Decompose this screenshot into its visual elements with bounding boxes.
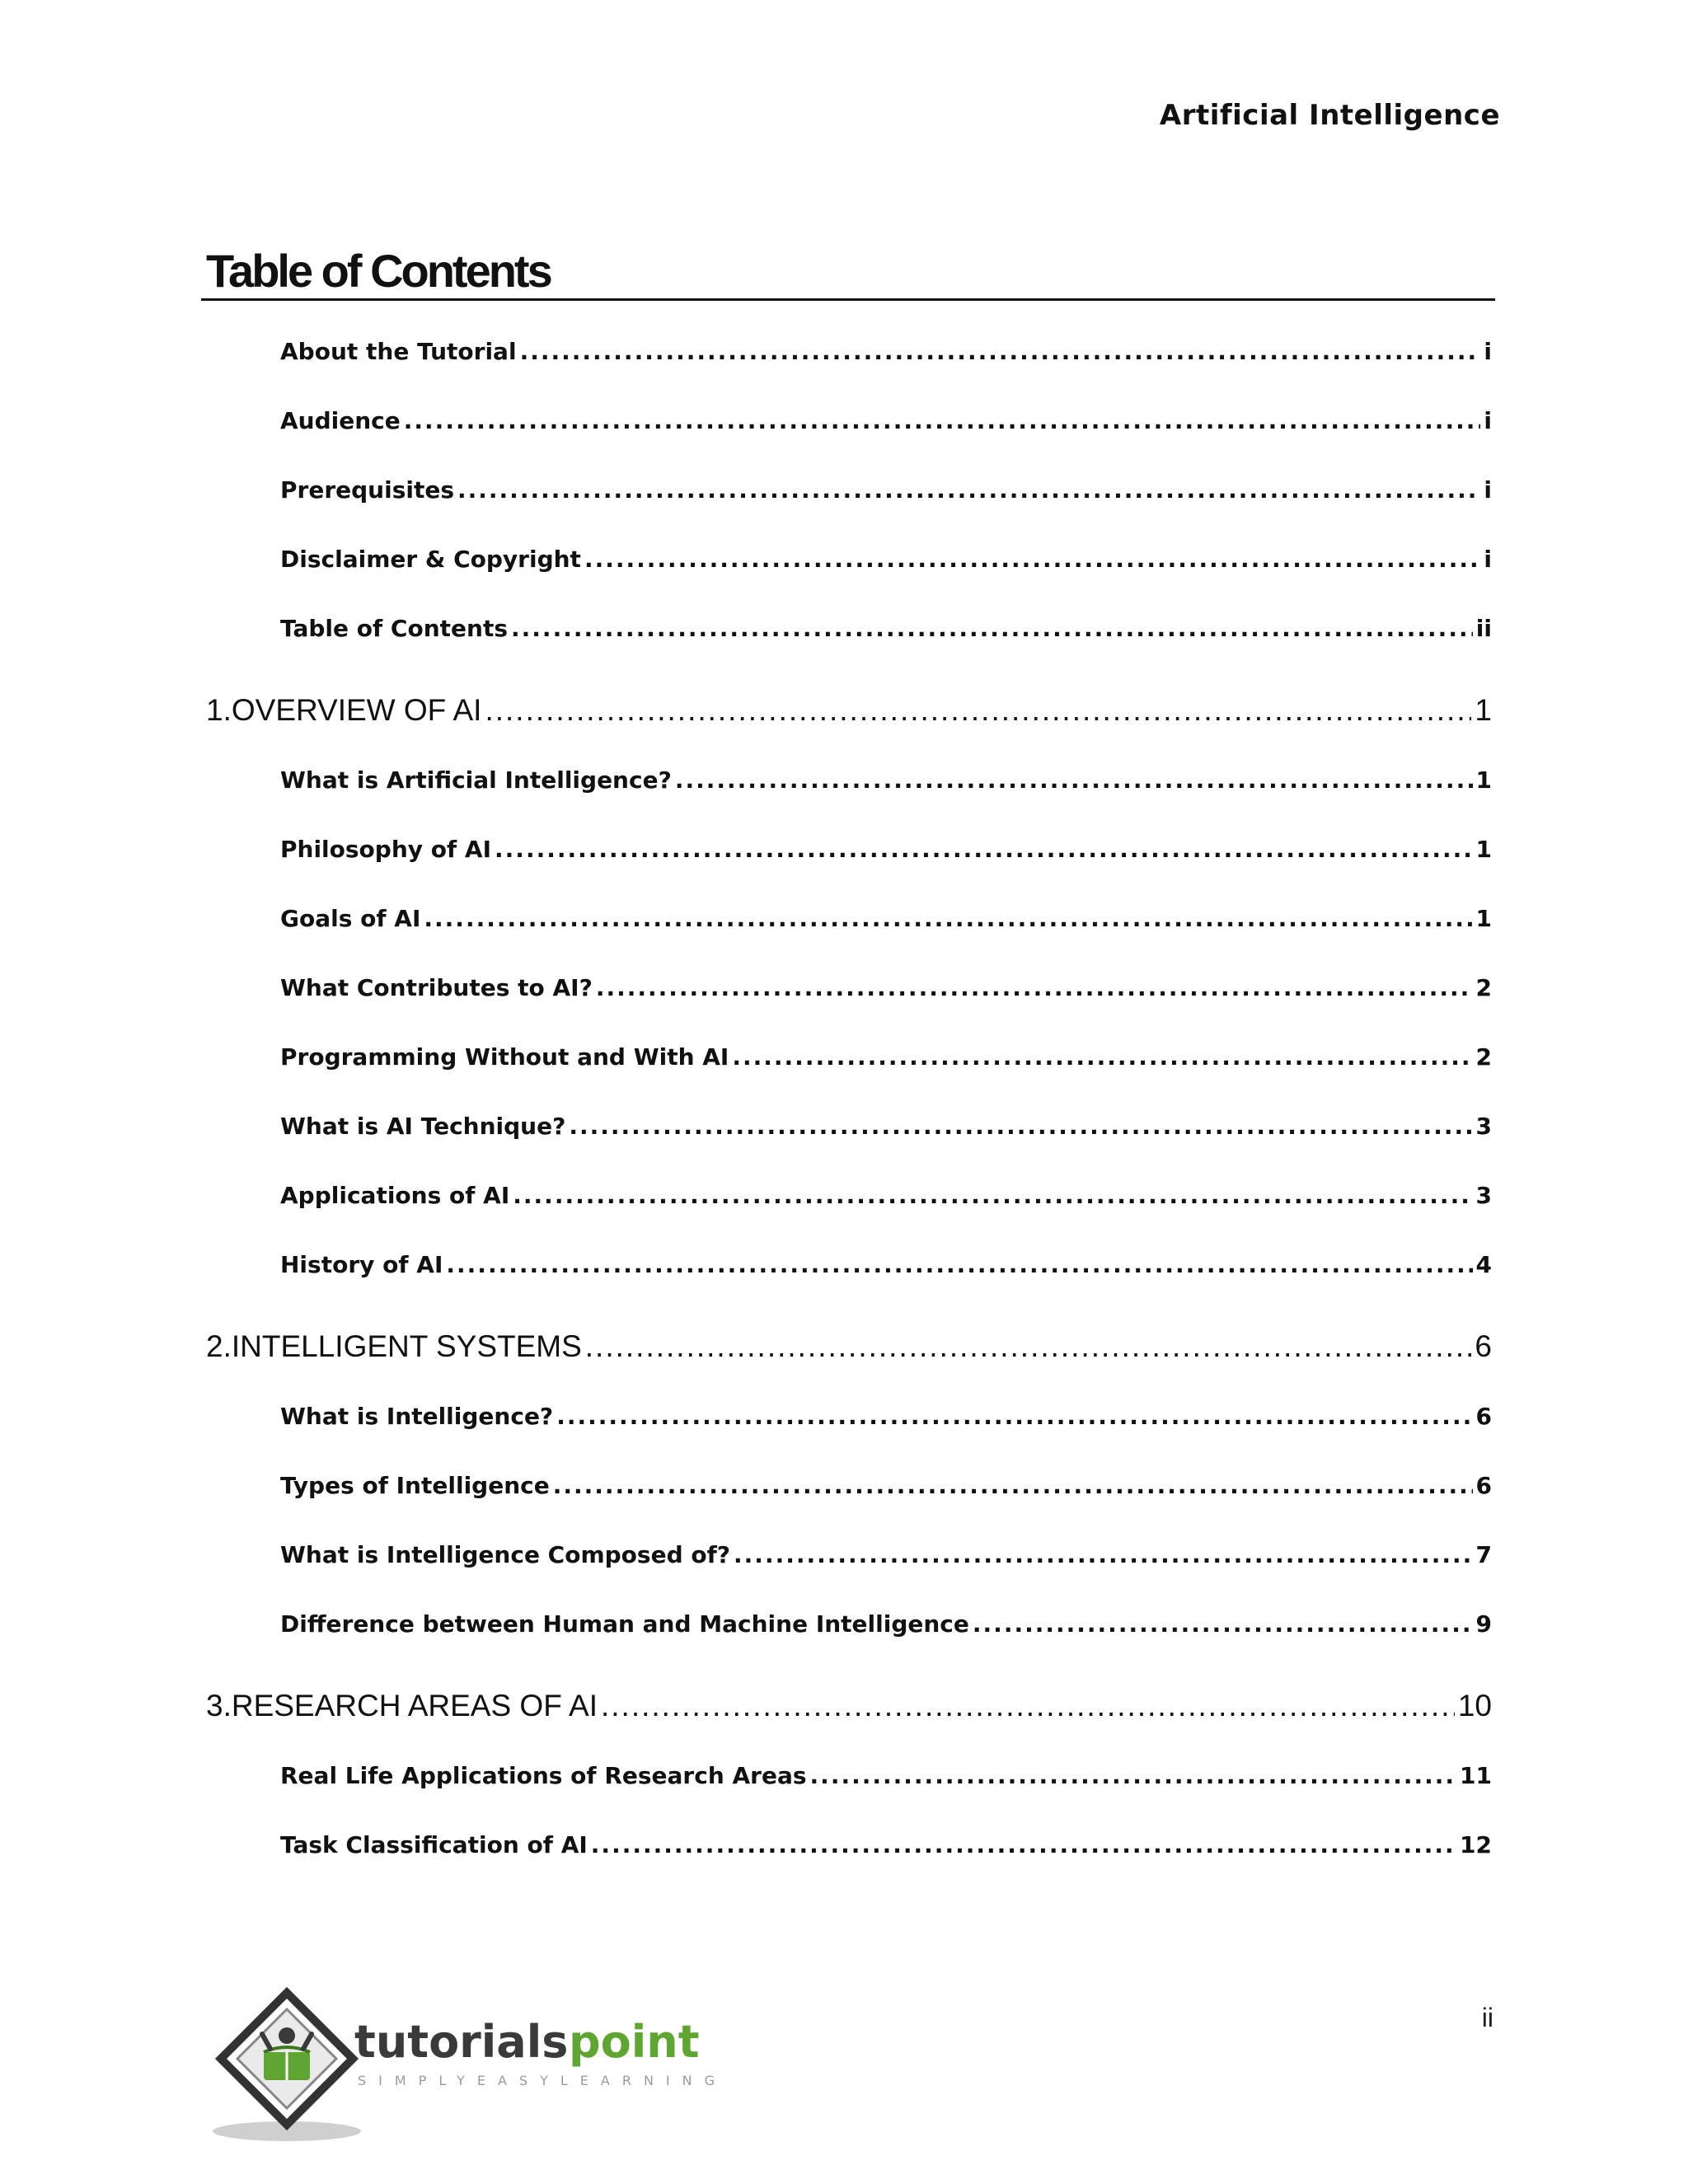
toc-entry-label: Difference between Human and Machine Intelligence	[280, 1610, 969, 1638]
chapter-label: OVERVIEW OF AI	[231, 693, 482, 727]
toc-entry-page: 2	[1475, 974, 1492, 1001]
title-rule	[201, 298, 1495, 301]
chapter-label: INTELLIGENT SYSTEMS	[231, 1329, 582, 1363]
logo-tagline: SIMPLYEASYLEARNING	[358, 2073, 728, 2088]
dot-leader	[596, 966, 1473, 1010]
toc-entry-page: 9	[1475, 1610, 1492, 1638]
toc-entry[interactable]	[280, 1394, 1492, 1464]
toc-chapter-3[interactable]	[206, 1681, 1492, 1754]
toc-entry-page: 3	[1475, 1113, 1492, 1140]
running-header: Artificial Intelligence	[1159, 99, 1500, 132]
toc-entry[interactable]	[280, 1464, 1492, 1533]
dot-leader	[553, 1464, 1473, 1508]
toc-entry-label: What is AI Technique?	[280, 1113, 566, 1140]
toc-entry-label: About the Tutorial	[280, 338, 517, 365]
chapter-page: 6	[1475, 1329, 1492, 1363]
toc-entry[interactable]	[280, 827, 1492, 897]
logo-wordmark-point: point	[569, 2016, 700, 2068]
toc-chapter-2[interactable]	[206, 1322, 1492, 1394]
toc-entry-label: Real Life Applications of Research Areas	[280, 1762, 807, 1789]
toc-entry[interactable]	[280, 1754, 1492, 1823]
dot-leader	[591, 1823, 1456, 1868]
toc-entry-label: History of AI	[280, 1251, 443, 1278]
dot-leader	[495, 827, 1472, 872]
dot-leader	[485, 686, 1471, 735]
page-number: ii	[1481, 2003, 1493, 2032]
toc-entry[interactable]	[280, 1104, 1492, 1174]
logo-wordmark-tutorials: tutorials	[354, 2016, 569, 2068]
chapter-page: 10	[1457, 1689, 1492, 1722]
dot-leader	[585, 1322, 1472, 1371]
dot-leader	[569, 1104, 1472, 1149]
dot-leader	[404, 399, 1481, 443]
tutorialspoint-logo	[213, 1985, 740, 2149]
toc-entry[interactable]	[280, 1602, 1492, 1671]
toc-entry-label: What is Artificial Intelligence?	[280, 766, 672, 794]
dot-leader	[675, 758, 1473, 803]
toc-entry-page: 6	[1475, 1472, 1492, 1499]
toc-chapter-1[interactable]	[206, 686, 1492, 758]
toc-entry[interactable]	[280, 1174, 1492, 1243]
toc-entry-page: i	[1484, 407, 1492, 434]
toc-entry[interactable]	[280, 1035, 1492, 1104]
dot-leader	[520, 330, 1481, 374]
toc-entry-page: i	[1484, 338, 1492, 365]
toc-entry-label: Disclaimer & Copyright	[280, 546, 581, 573]
toc-entry-label: Goals of AI	[280, 905, 421, 932]
toc-entry-label: Prerequisites	[280, 476, 454, 504]
toc-entry-label: Types of Intelligence	[280, 1472, 550, 1499]
page-title: Table of Contents	[206, 245, 551, 297]
toc-entry-label: Programming Without and With AI	[280, 1043, 729, 1071]
chapter-number: 2.	[206, 1329, 232, 1363]
chapter-page: 1	[1475, 693, 1492, 727]
toc-entry-label: Task Classification of AI	[280, 1831, 588, 1858]
toc-entry-label: Table of Contents	[280, 615, 509, 642]
toc-entry-page: 11	[1460, 1762, 1492, 1789]
dot-leader	[513, 1174, 1472, 1218]
dot-leader	[584, 537, 1480, 582]
dot-leader	[556, 1394, 1472, 1439]
dot-leader	[810, 1754, 1456, 1798]
dot-leader	[973, 1602, 1473, 1647]
toc-entry[interactable]	[280, 897, 1492, 966]
toc-entry-page: i	[1484, 476, 1492, 504]
toc-entry-audience[interactable]	[280, 399, 1492, 468]
dot-leader	[457, 468, 1480, 513]
chapter-number: 3.	[206, 1689, 232, 1722]
dot-leader	[601, 1681, 1455, 1731]
toc-entry-page: 12	[1460, 1831, 1492, 1858]
tutorialspoint-diamond-logo-icon	[221, 1993, 353, 2125]
toc-entry-label: What Contributes to AI?	[280, 974, 593, 1001]
toc-entry-page: 1	[1475, 905, 1492, 932]
toc-entry[interactable]	[280, 1243, 1492, 1312]
toc-entry-label: Philosophy of AI	[280, 836, 492, 863]
toc-entry-page: 4	[1475, 1251, 1492, 1278]
dot-leader	[446, 1243, 1472, 1287]
toc-entry-page: 3	[1475, 1182, 1492, 1209]
toc-entry-about-the-tutorial[interactable]	[280, 330, 1492, 399]
toc-entry-label: What is Intelligence?	[280, 1403, 554, 1430]
toc-entry[interactable]	[280, 1823, 1492, 1892]
toc-entry-page: 1	[1475, 836, 1492, 863]
dot-leader	[732, 1035, 1472, 1080]
table-of-contents	[206, 330, 1492, 1892]
toc-entry-disclaimer-copyright[interactable]	[280, 537, 1492, 607]
toc-entry-page: 1	[1475, 766, 1492, 794]
toc-entry-page: 7	[1475, 1541, 1492, 1568]
toc-entry-label: Audience	[280, 407, 401, 434]
toc-entry[interactable]	[280, 1533, 1492, 1602]
dot-leader	[511, 607, 1473, 651]
toc-entry[interactable]	[280, 966, 1492, 1035]
toc-entry[interactable]	[280, 758, 1492, 827]
toc-entry-page: i	[1484, 546, 1492, 573]
toc-entry-page: 6	[1475, 1403, 1492, 1430]
dot-leader	[424, 897, 1472, 941]
toc-entry-prerequisites[interactable]	[280, 468, 1492, 537]
chapter-label: RESEARCH AREAS OF AI	[231, 1689, 598, 1722]
toc-entry-page: 2	[1475, 1043, 1492, 1071]
toc-entry-label: Applications of AI	[280, 1182, 510, 1209]
toc-entry-table-of-contents[interactable]	[280, 607, 1492, 676]
toc-entry-page: ii	[1475, 615, 1492, 642]
dot-leader	[734, 1533, 1472, 1577]
chapter-number: 1.	[206, 693, 232, 727]
toc-entry-label: What is Intelligence Composed of?	[280, 1541, 731, 1568]
